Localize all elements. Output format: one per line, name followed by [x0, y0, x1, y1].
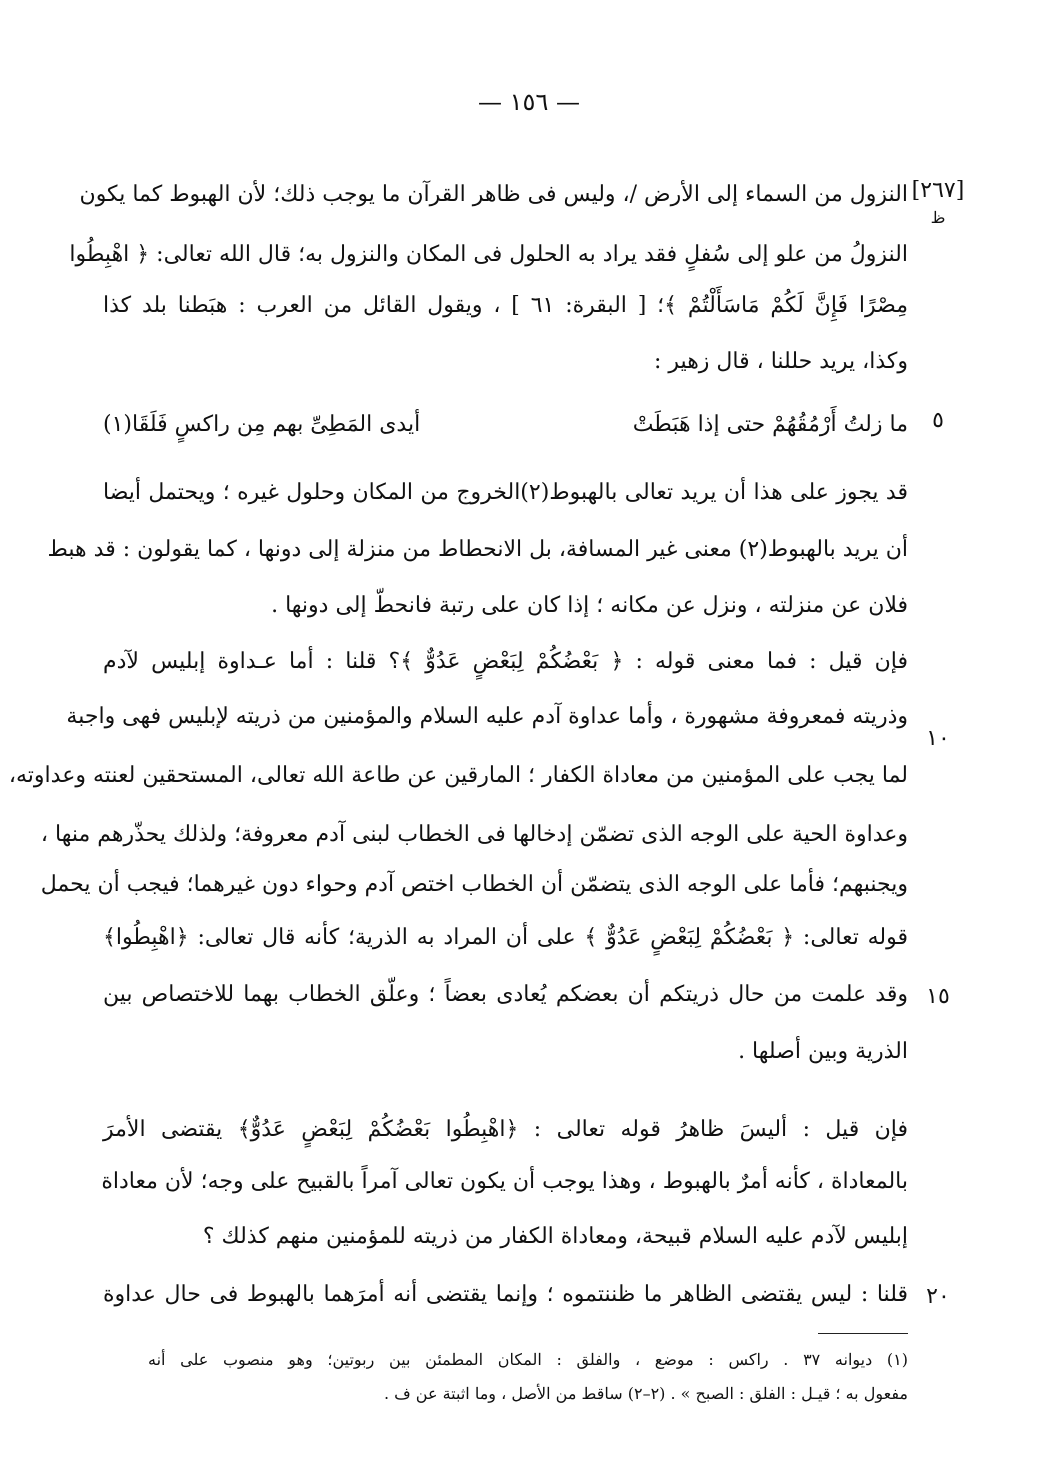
body-line: النزولُ من علو إلى سُفلٍ فقد يراد به الحلول فى المكان والنزول به؛ قال الله تعالى: ﴿ اهْبِطُوا — [69, 242, 908, 267]
body-line: قد يجوز على هذا أن يريد تعالى بالهبوط(٢)الخروج من المكان وحلول غيره ؛ ويحتمل أيضا — [103, 480, 908, 505]
body-line: قلنا : ليس يقتضى الظاهر ما ظننتموه ؛ وإنما يقتضى أنه أمرَهما بالهبوط فى حال عداوة — [103, 1282, 908, 1307]
body-line: ويجنبهم؛ فأما على الوجه الذى يتضمّن أن الخطاب اختص آدم وحواء دون غيرهما؛ فيجب أن يحمل — [40, 872, 908, 897]
body-line: وذريته فمعروفة مشهورة ، وأما عداوة آدم عليه السلام والمؤمنين من ذريته لإبليس فهى واجبة — [66, 704, 908, 729]
body-line: فإن قيل : فما معنى قوله : ﴿ بَعْضُكُمْ لِبَعْضٍ عَدُوٌّ ﴾؟ قلنا : أما عـداوة إبليس لآدم — [103, 649, 908, 674]
body-line: فلان عن منزلته ، ونزل عن مكانه ؛ إذا كان على رتبة فانحطّ إلى دونها . — [271, 593, 908, 618]
line-number: ٢٠ — [926, 1284, 950, 1309]
body-line: وكذا، يريد حللنا ، قال زهير : — [654, 349, 908, 374]
manuscript-folio-ref: [٢٦٧] — [911, 178, 965, 203]
body-line: وقد علمت من حال ذريتكم أن بعضكم يُعادى بعضاً ؛ وعلّق الخطاب بهما للاختصاص بين — [103, 982, 908, 1007]
body-line: وعداوة الحية على الوجه الذى تضمّن إدخالها فى الخطاب لبنى آدم معروفة؛ ولذلك يحذّرهم منها ، — [40, 822, 908, 847]
body-line: فإن قيل : أليسَ ظاهرُ قوله تعالى : ﴿اهْبِطُوا بَعْضُكُمْ لِبَعْضٍ عَدُوٌّ﴾ يقتضى الأمرَ — [103, 1117, 908, 1142]
line-number: ٥ — [932, 408, 944, 433]
verse-hemistich-first: ما زلتُ أَرْمُقُهُمْ حتى إذا هَبَطَتْ — [632, 412, 908, 437]
body-line: بالمعاداة ، كأنه أمرٌ بالهبوط ، وهذا يوجب أن يكون تعالى آمراً بالقبيح على وجه؛ لأن معاداة — [101, 1169, 908, 1194]
line-number: ١٠ — [926, 726, 950, 751]
body-line: أن يريد بالهبوط(٢) معنى غير المسافة، بل الانحطاط من منزلة إلى دونها ، كما يقولون : قد هبط — [47, 537, 908, 562]
body-line: لما يجب على المؤمنين من معاداة الكفار ؛ المارقين عن طاعة الله تعالى، المستحقين لعنته وعداوته، — [8, 763, 908, 788]
body-line: الذرية وبين أصلها . — [738, 1039, 908, 1064]
footnote-divider — [818, 1333, 908, 1334]
footnote-line: (١) ديوانه ٣٧ . راكس : موضع ، والفلق : المكان المطمئن بين ربوتين؛ وهو منصوب على أنه — [148, 1350, 909, 1369]
poetry-verse — [103, 410, 908, 440]
body-line: مِصْرًا فَإِنَّ لَكُمْ مَاسَأَلْتُمْ ﴾؛ [ البقرة: ٦١ ] ، ويقول القائل من العرب : هبَطنا بلد كذا — [103, 293, 909, 318]
body-line: قوله تعالى: ﴿ بَعْضُكُمْ لِبَعْضٍ عَدُوٌّ ﴾ على أن المراد به الذرية؛ كأنه قال تعالى: ﴿اهْبِطُوا﴾ — [103, 925, 908, 950]
line-number: ١٥ — [926, 984, 950, 1009]
page-number: — ١٥٦ — — [478, 88, 580, 116]
body-line: النزول من السماء إلى الأرض /، وليس فى ظاهر القرآن ما يوجب ذلك؛ لأن الهبوط كما يكون — [79, 182, 908, 207]
body-line: إبليس لآدم عليه السلام قبيحة، ومعاداة الكفار من ذريته للمؤمنين منهم كذلك ؟ — [202, 1224, 908, 1249]
manuscript-folio-sub: ظ — [930, 208, 946, 227]
footnote-line: مفعول به ؛ قيـل : الفلق : الصبح » . (٢–٢) ساقط من الأصل ، وما اثبتة عن ف . — [383, 1384, 908, 1403]
verse-hemistich-second: أيدى المَطِىِّ بهم مِن راكسٍ فَلَقَا(١) — [103, 412, 421, 437]
